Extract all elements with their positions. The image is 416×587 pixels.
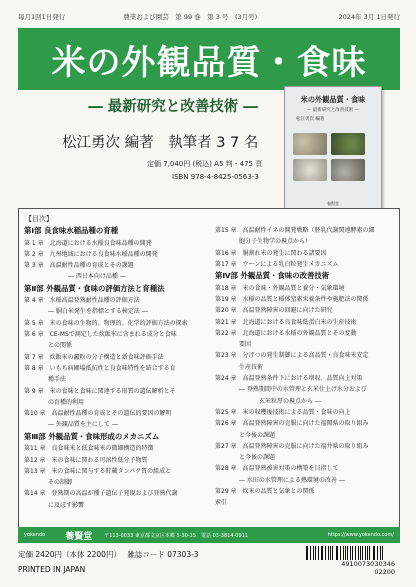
toc-line: と今後の課題 [239, 431, 276, 439]
toc-line: 第Ⅱ部 外観品質・食味の評価方法と育種法 [24, 283, 165, 293]
toc-line: 生産技術 [239, 363, 264, 371]
title-banner [18, 28, 400, 90]
toc-line: 索引 [215, 499, 228, 507]
rice-photo-2 [331, 133, 365, 155]
toc-line: 第12 章 米の食味に関わる可溶性低分子物質 [24, 456, 148, 464]
toc-line: 第 3 章 高温耐性品種の育成とその課題 [24, 262, 134, 270]
book-title: 米の外観品質・食味 [51, 42, 367, 83]
barcode-bar [328, 546, 329, 560]
toc-line: 第28 章 高温登熟被害対策の構築を目指して [215, 465, 339, 473]
issue-header [18, 12, 400, 24]
toc-right-column [215, 225, 399, 509]
rice-photo-3 [293, 159, 327, 181]
barcode-bar [377, 546, 378, 560]
toc-line: 第 4 章 水稲高温登熟耐性品種の評価方法 [24, 297, 140, 305]
toc-line: 第24 章 高温登熟条件下における増収、品質向上対策 [215, 375, 363, 383]
toc-line: 胞分子生物学の視点から） [239, 238, 312, 246]
toc-line: 第20 章 高温登熟障害の回避に向けた研究 [215, 307, 333, 315]
barcode-bar [315, 546, 316, 560]
toc-heading: 【目次】 [25, 215, 53, 223]
printed-in: PRINTED IN JAPAN [18, 565, 86, 574]
book-cover-title: 米の外観品質・食味 [300, 95, 366, 104]
publisher-bar [18, 527, 400, 543]
barcode-bar [321, 546, 322, 560]
toc-line: 第17 章 ウーンによる乳白粒発生メカニズム [215, 260, 339, 268]
publisher-logo: yokendo [24, 532, 46, 538]
toc-line: 要因 [239, 341, 252, 349]
barcode-bar [350, 546, 351, 560]
toc-line: 第13 章 米の食味に関与する貯蔵タンパク質の組成と [24, 467, 172, 475]
toc-line: 第 5 章 米の食味の生物的、物理的、化学的評価方法の探索 [24, 319, 188, 327]
publisher-url[interactable]: https://www.yokendo.com/ [327, 532, 394, 538]
footer-info [18, 549, 199, 574]
book-cover-subtitle: — 最新研究と改善技術 — [306, 108, 360, 113]
journal-volume-info: 農業および園芸 第 99 巻 第 3 号 (3月号) [123, 13, 258, 21]
book-subtitle: ― 最新研究と改善技術 ― [88, 99, 258, 115]
barcode-bar [340, 546, 341, 560]
toc-line: に及ぼす影響 [48, 501, 85, 509]
magazine-code: 雑誌コード 07303-3 [127, 550, 199, 559]
toc-line: 第15 章 高温耐性イネの開発戦略（胚乳代謝関連酵素の細 [215, 227, 375, 234]
toc-line: 第26 章 高温登熟障害の克服に向けた福岡県の取り組み [215, 420, 369, 428]
publisher-address: 〒113-0033 東京都文京区本郷 5-30-15 電話 03-3814-0911 [104, 532, 249, 539]
toc-line: 第21 章 北海道における良食味低蛋白米の生産技術 [215, 318, 357, 326]
rice-photo-4 [331, 159, 365, 181]
toc-line: ― 西日本向け品種 ― [68, 273, 126, 281]
toc-line: 第16 章 胴割れ米の発生に関わる諸要因 [215, 249, 327, 257]
barcode-bar [347, 546, 348, 560]
toc-line: 第 7 章 炊飯米の澱粉の分子構造と新食味評価手法 [24, 353, 164, 361]
toc-line: 第25 章 米の収穫後技術による品質・食味の向上 [215, 408, 351, 416]
toc-line: 第14 章 登熟期の高温が種子遺伝子発現および登熟代謝 [24, 490, 178, 498]
barcode-numbers [315, 560, 395, 576]
barcode-bar [307, 546, 308, 560]
toc-line: 第 1 章 北海道における水稲良食味品種の開発 [24, 239, 152, 247]
toc-line: 第Ⅳ部 外観品質・食味の改善技術 [215, 271, 330, 281]
toc-line: との関係 [48, 342, 73, 350]
toc-line: 第22 章 北海道における水稲の外観品質とその変動 [215, 329, 357, 337]
toc-line: 第19 章 水稲の品質と稲体窒素栄養条件や施肥法の関係 [215, 295, 369, 303]
barcode-number-main: 4910073030346 [341, 560, 395, 568]
toc-line: の育種的利用 [48, 398, 85, 406]
toc-line: 第18 章 米の食味・外観品質と養分・気象環境 [215, 284, 345, 292]
toc-left-column [24, 225, 208, 511]
toc-line: 第Ⅲ部 外観品質・食味形成のメカニズム [24, 431, 160, 441]
toc-line: 第29 章 炊米の品質と気象との関係 [215, 488, 315, 496]
table-of-contents [18, 208, 400, 534]
toc-line: 第Ⅰ部 良食味水稲品種の育種 [24, 226, 119, 235]
toc-line: 第 8 章 いもち病圃場抵抗性と良食味特性を結合する育 [24, 364, 176, 372]
book-cover-author: 松江勇次 編著 [296, 117, 325, 122]
barcode [306, 546, 384, 560]
book-cover-publisher: 養賢堂 [327, 201, 339, 206]
toc-line: ― 登熟期間中の水管理と玄米仕上げ水分および [239, 386, 367, 394]
toc-line: 第11 章 良食味米と低食味米の微細構造的特徴 [24, 445, 154, 453]
toc-line: と今後の課題 [239, 454, 276, 462]
toc-line: 第 9 章 米の食味と食味に関連する形質の遺伝解析とそ [24, 387, 176, 395]
authors-line: 松江勇次 編著 執筆者 3 7 名 [62, 135, 259, 151]
toc-line: 種手法 [48, 376, 67, 384]
publication-date: 2024年 3月 1日発行 [338, 13, 400, 21]
barcode-bar [369, 546, 370, 560]
barcode-bar [332, 546, 333, 560]
toc-line: 第 2 章 九州地域における良食味水稲品種の開発 [24, 250, 158, 258]
publication-frequency: 毎月1回1日発行 [18, 13, 66, 21]
isbn-line: ISBN 978-4-8425-0563-3 [172, 173, 259, 181]
price-line: 定価 7,040円 (税込) A5 判・475 頁 [147, 160, 263, 168]
book-cover-image [284, 86, 382, 211]
publisher-name: 養賢堂 [65, 531, 93, 542]
barcode-bar [358, 546, 359, 560]
cover-price: 定価 2420円（本体 2200円） [18, 550, 121, 559]
book-cover-photos [293, 133, 373, 193]
toc-line: 玄米粒厚の視点から ― [259, 397, 321, 405]
barcode-bar [365, 546, 366, 560]
toc-line: その制御 [48, 479, 73, 487]
barcode-number-sub: 02200 [374, 568, 395, 576]
toc-line: 第23 章 分げつの発生制御による高品質・良食味米安定 [215, 352, 369, 360]
toc-line: ― 水田の水管理による熱環境の改善 ― [239, 476, 345, 484]
toc-line: ― 胴白米発生を指標とする検定法 ― [48, 308, 148, 316]
rice-photo-1 [293, 133, 327, 155]
toc-line: 第10 章 高温耐性品種の育成とその遺伝的要因の解明 [24, 410, 172, 418]
toc-line: 第 6 章 CE-MSで測定した炊飯米に含まれる成分と食味 [24, 331, 177, 339]
toc-line: ― 外観品質を主にして ― [48, 421, 118, 429]
toc-line: 第27 章 高温登熟障害の克服に向けた福井県の取り組み [215, 442, 369, 450]
